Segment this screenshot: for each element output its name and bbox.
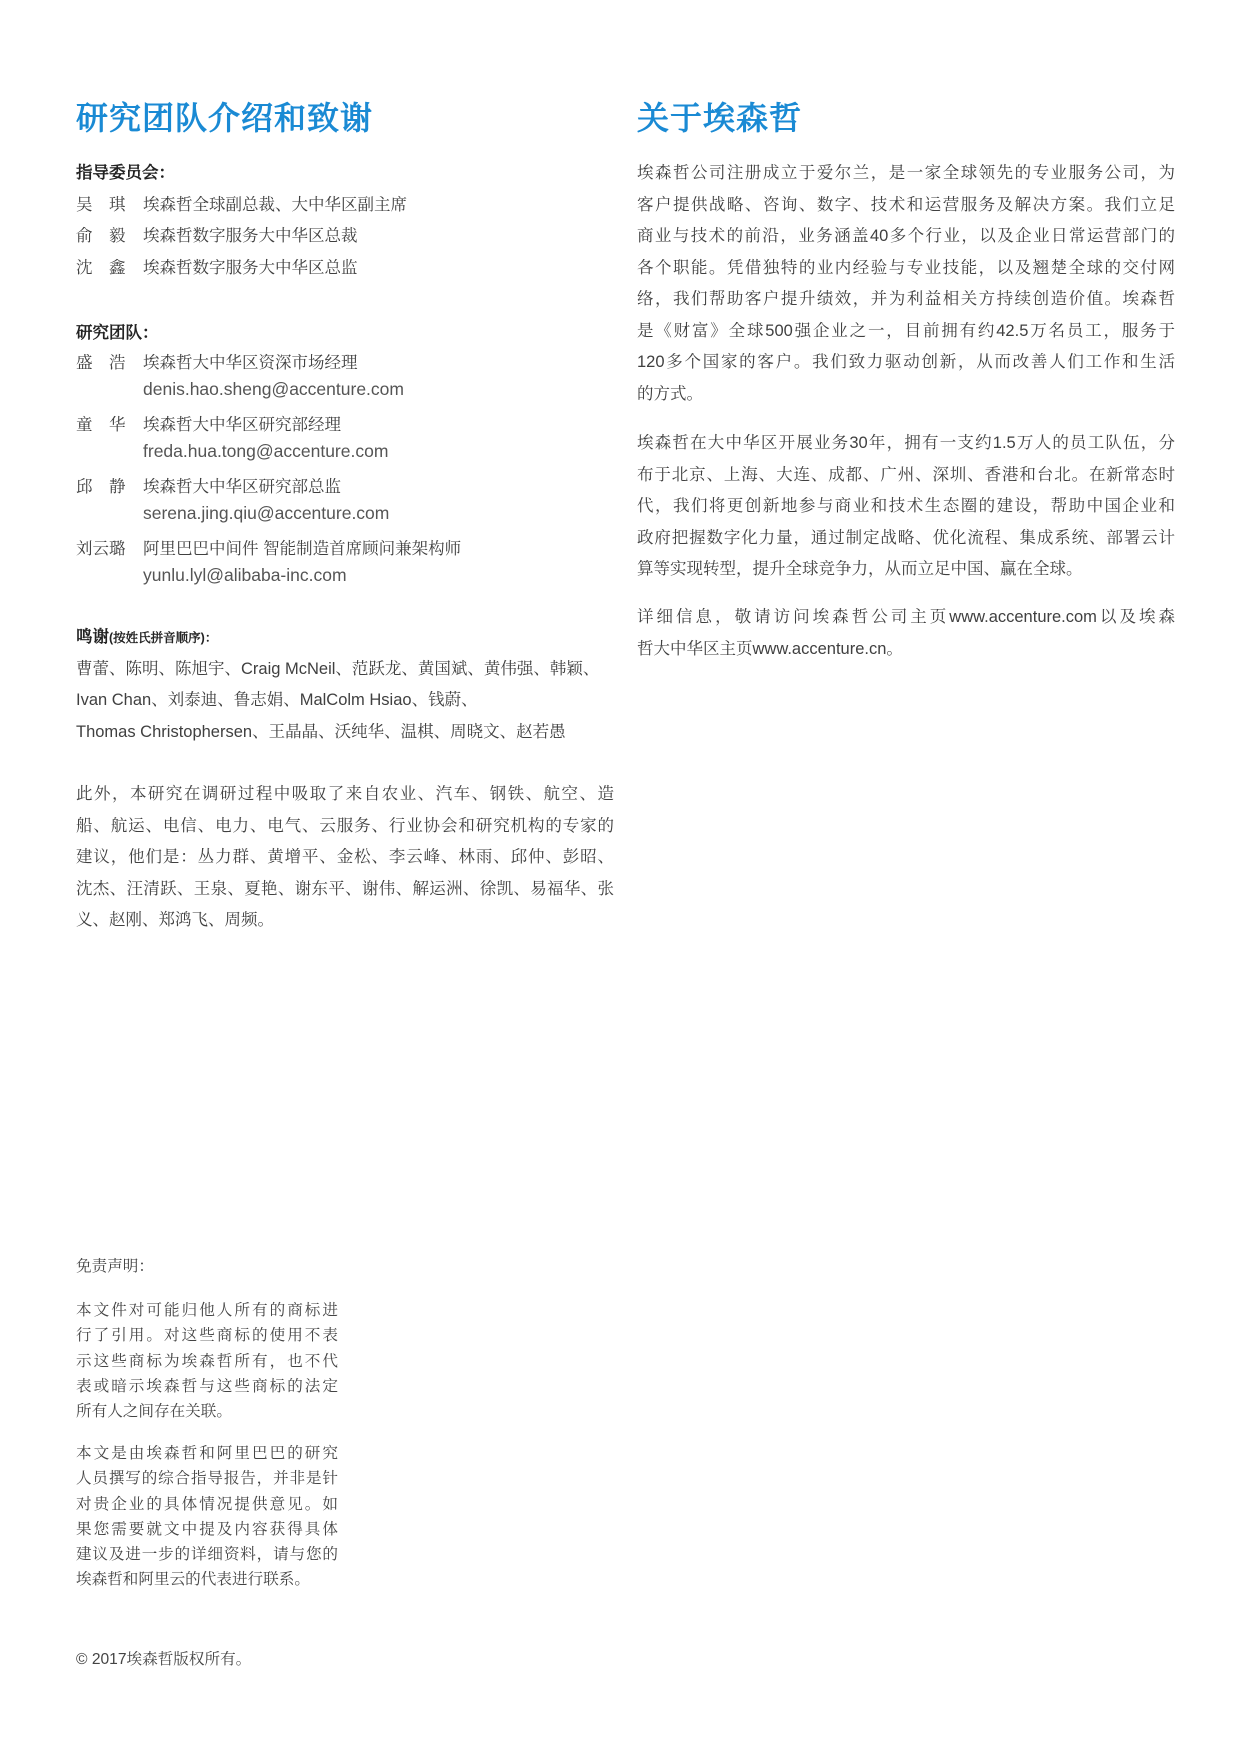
team-member	[76, 350, 614, 402]
acknowledgements-line: Thomas Christophersen、王晶晶、沃纯华、温棋、周晓文、赵若愚	[76, 722, 566, 741]
about-paragraph-1	[637, 158, 1175, 410]
member-role: 埃森哲数字服务大中华区总监	[143, 258, 358, 277]
disclaimer-line: 本文件对可能归他人所有的商标进	[76, 1302, 338, 1319]
member-name: 俞 毅	[76, 227, 126, 245]
disclaimer-line: 所有人之间存在关联。	[76, 1403, 232, 1421]
paragraph-line: 义、赵刚、郑鸿飞、周频。	[76, 911, 274, 929]
member-row	[76, 350, 614, 376]
experts-paragraph	[76, 779, 614, 937]
steering-committee	[76, 158, 614, 284]
steering-committee-heading: 指导委员会：	[76, 164, 175, 182]
member-name: 童 华	[76, 415, 126, 434]
paragraph-line: 此外，本研究在调研过程中吸取了来自农业、汽车、钢铁、航空、造	[76, 785, 614, 803]
member-role: 埃森哲大中华区资深市场经理	[143, 353, 358, 372]
member-name: 邱 静	[76, 477, 126, 496]
member-email: serena.jing.qiu@accenture.com	[143, 502, 390, 523]
paragraph-line: 建议，他们是：丛力群、黄增平、金松、李云峰、林雨、邱仲、彭昭、	[76, 848, 614, 866]
paragraph-line: 哲大中华区主页www.accenture.cn。	[637, 639, 903, 658]
member-row	[76, 536, 614, 562]
about-paragraph-2	[637, 428, 1175, 586]
disclaimer-line: 表或暗示埃森哲与这些商标的法定	[76, 1377, 338, 1395]
disclaimer-heading-block	[76, 1254, 338, 1279]
member-name: 盛 浩	[76, 353, 126, 372]
member-row	[76, 412, 614, 438]
acknowledgements	[76, 622, 614, 748]
member-role: 埃森哲全球副总裁、大中华区副主席	[143, 195, 407, 214]
member-role: 阿里巴巴中间件 智能制造首席顾问兼架构师	[143, 539, 462, 558]
paragraph-line: 商业与技术的前沿，业务涵盖40多个行业，以及企业日常运营部门的	[637, 227, 1175, 245]
research-team	[76, 318, 614, 598]
acknowledgements-line: 曹蕾、陈明、陈旭宇、Craig McNeil、范跃龙、黄国斌、黄伟强、韩颖、	[76, 659, 600, 678]
member-row	[76, 253, 614, 285]
member-row	[76, 474, 614, 500]
paragraph-line: 120多个国家的客户。我们致力驱动创新，从而改善人们工作和生活	[637, 353, 1175, 371]
paragraph-line: 详细信息，敬请访问埃森哲公司主页www.accenture.com以及埃森	[637, 608, 1175, 626]
member-name: 吴 琪	[76, 195, 126, 214]
paragraph-line: 沈杰、汪清跃、王泉、夏艳、谢东平、谢伟、解运洲、徐凯、易福华、张	[76, 879, 614, 898]
paragraph-line: 的方式。	[637, 384, 703, 403]
disclaimer-line: 行了引用。对这些商标的使用不表	[76, 1327, 338, 1345]
paragraph-line: 船、航运、电信、电力、电气、云服务、行业协会和研究机构的专家的	[76, 816, 614, 835]
member-row	[76, 221, 614, 253]
paragraph-line: 是《财富》全球500强企业之一，目前拥有约42.5万名员工，服务于	[637, 321, 1175, 340]
team-member	[76, 536, 614, 588]
paragraph-line: 埃森哲公司注册成立于爱尔兰，是一家全球领先的专业服务公司，为	[637, 164, 1175, 182]
disclaimer-paragraph-1	[76, 1298, 338, 1424]
acknowledgements-line: Ivan Chan、刘泰迪、鲁志娟、MalColm Hsiao、钱蔚、	[76, 691, 478, 709]
about-paragraph-3	[637, 602, 1175, 665]
disclaimer-heading: 免责声明：	[76, 1258, 154, 1275]
disclaimer-line: 示这些商标为埃森哲所有，也不代	[76, 1352, 338, 1370]
member-row	[76, 190, 614, 222]
disclaimer-line: 对贵企业的具体情况提供意见。如	[76, 1495, 338, 1513]
paragraph-line: 算等实现转型，提升全球竞争力，从而立足中国、赢在全球。	[637, 560, 1083, 578]
paragraph-line: 代，我们将更创新地参与商业和技术生态圈的建设，帮助中国企业和	[637, 497, 1175, 515]
paragraph-line: 客户提供战略、咨询、数字、技术和运营服务及解决方案。我们立足	[637, 195, 1175, 214]
member-role: 埃森哲大中华区研究部经理	[143, 415, 341, 434]
member-name: 刘云璐	[76, 539, 126, 558]
disclaimer-line: 人员撰写的综合指导报告，并非是针	[76, 1470, 338, 1488]
section-title-about-accenture: 关于埃森哲	[637, 100, 803, 136]
paragraph-line: 埃森哲在大中华区开展业务30年，拥有一支约1.5万人的员工队伍，分	[637, 434, 1175, 452]
member-email: yunlu.lyl@alibaba-inc.com	[143, 564, 347, 585]
research-team-heading: 研究团队：	[76, 324, 159, 342]
member-email: freda.hua.tong@accenture.com	[143, 440, 389, 461]
copyright-block	[76, 1647, 338, 1672]
acknowledgements-heading-note: (按姓氏拼音顺序)：	[109, 631, 218, 645]
acknowledgements-heading-text: 鸣谢	[76, 628, 109, 646]
disclaimer-paragraph-2	[76, 1441, 338, 1593]
paragraph-line: 各个职能。凭借独特的业内经验与专业技能，以及翘楚全球的交付网	[637, 258, 1175, 277]
member-role: 埃森哲大中华区研究部总监	[143, 477, 341, 496]
member-email: denis.hao.sheng@accenture.com	[143, 378, 404, 399]
paragraph-line: 布于北京、上海、大连、成都、广州、深圳、香港和台北。在新常态时	[637, 465, 1175, 484]
member-role: 埃森哲数字服务大中华区总裁	[143, 227, 358, 245]
member-name: 沈 鑫	[76, 258, 126, 277]
acknowledgements-heading	[76, 622, 614, 654]
team-member	[76, 474, 614, 526]
copyright-notice: © 2017埃森哲版权所有。	[76, 1651, 252, 1668]
disclaimer-line: 本文是由埃森哲和阿里巴巴的研究	[76, 1445, 338, 1462]
disclaimer-line: 埃森哲和阿里云的代表进行联系。	[76, 1571, 310, 1589]
section-title-research-team: 研究团队介绍和致谢	[76, 100, 374, 136]
team-member	[76, 412, 614, 464]
paragraph-line: 政府把握数字化力量，通过制定战略、优化流程、集成系统、部署云计	[637, 528, 1175, 547]
paragraph-line: 络，我们帮助客户提升绩效，并为利益相关方持续创造价值。埃森哲	[637, 290, 1175, 308]
disclaimer-line: 建议及进一步的详细资料，请与您的	[76, 1546, 338, 1564]
disclaimer-line: 果您需要就文中提及内容获得具体	[76, 1520, 338, 1538]
